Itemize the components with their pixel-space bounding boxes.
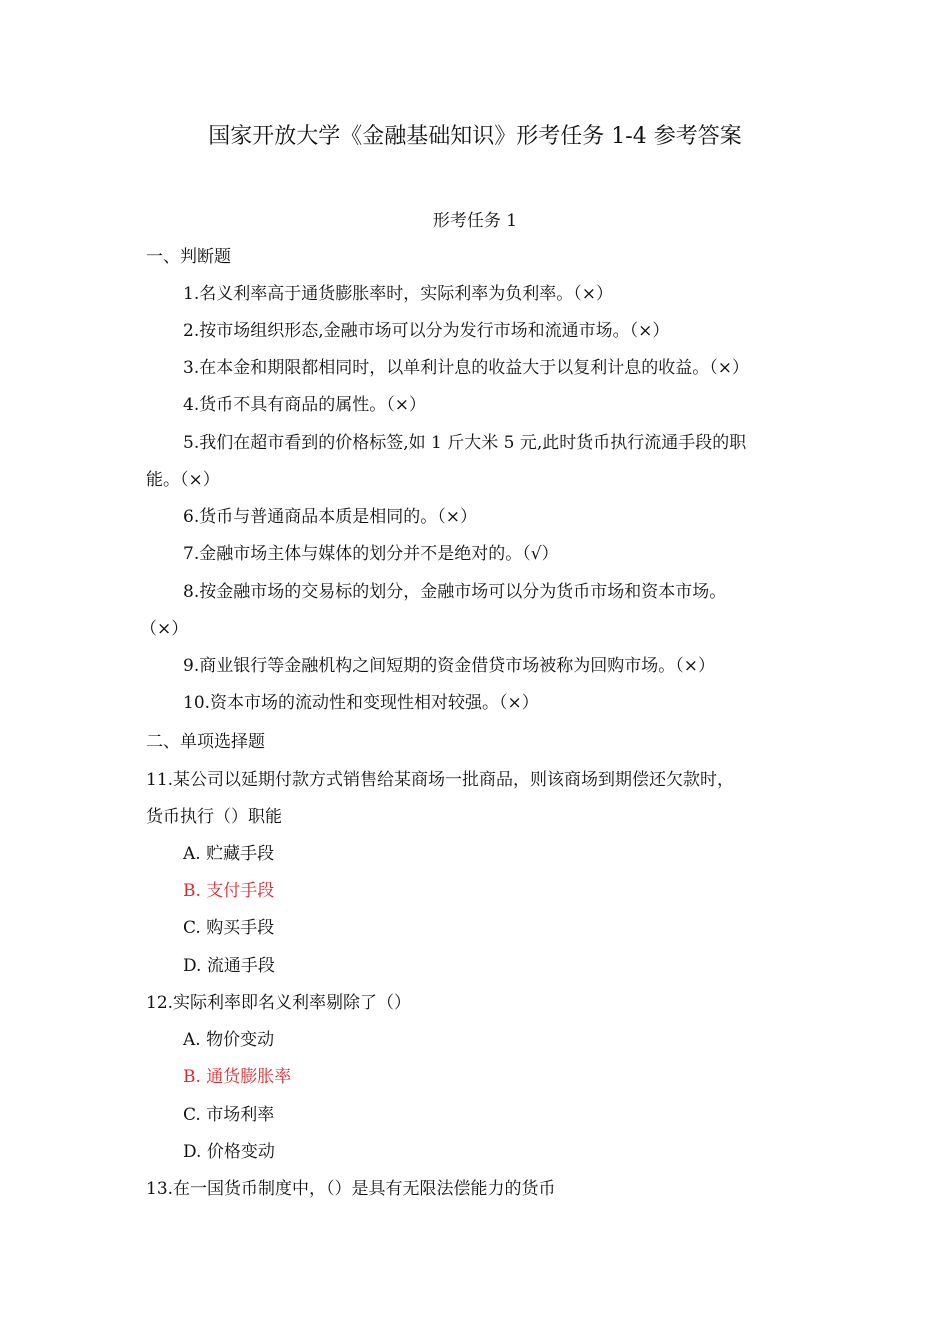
question-11-option-d: D. 流通手段: [183, 956, 275, 976]
question-12-stem: 12.实际利率即名义利率剔除了（）: [146, 993, 412, 1013]
judgement-item: 8.按金融市场的交易标的划分，金融市场可以分为货币市场和资本市场。: [183, 582, 727, 602]
question-12-option-d: D. 价格变动: [183, 1142, 275, 1162]
judgement-item: 9.商业银行等金融机构之间短期的资金借贷市场被称为回购市场。（×）: [183, 656, 715, 676]
question-11-stem-continuation: 货币执行（）职能: [146, 807, 282, 827]
question-11-option-c: C. 购买手段: [183, 918, 275, 938]
question-11-option-a: A. 贮藏手段: [183, 844, 275, 864]
question-12-option-a: A. 物价变动: [183, 1030, 275, 1050]
question-13-stem: 13.在一国货币制度中，（）是具有无限法偿能力的货币: [146, 1179, 556, 1199]
question-12-option-c: C. 市场利率: [183, 1105, 275, 1125]
judgement-item: 1.名义利率高于通货膨胀率时，实际利率为负利率。（×）: [183, 284, 613, 304]
judgement-item: 6.货币与普通商品本质是相同的。（×）: [183, 507, 477, 527]
judgement-item: 5.我们在超市看到的价格标签,如 1 斤大米 5 元,此时货币执行流通手段的职: [183, 433, 747, 453]
judgement-item: 3.在本金和期限都相同时，以单利计息的收益大于以复利计息的收益。（×）: [183, 358, 749, 378]
document-title: 国家开放大学《金融基础知识》形考任务 1-4 参考答案: [208, 124, 742, 149]
section-heading-single-choice: 二、单项选择题: [146, 732, 265, 752]
question-12-option-b-answer: B. 通货膨胀率: [183, 1067, 292, 1087]
judgement-item: 10.资本市场的流动性和变现性相对较强。（×）: [183, 693, 539, 713]
section-heading-judgement: 一、判断题: [146, 247, 231, 267]
question-11-stem: 11.某公司以延期付款方式销售给某商场一批商品，则该商场到期偿还欠款时，: [146, 770, 735, 790]
judgement-item: 7.金融市场主体与媒体的划分并不是绝对的。（√）: [183, 544, 559, 564]
judgement-item-continuation: 能。（×）: [146, 470, 220, 490]
question-11-option-b-answer: B. 支付手段: [183, 881, 275, 901]
judgement-item: 4.货币不具有商品的属性。（×）: [183, 395, 426, 415]
task-heading: 形考任务 1: [432, 211, 518, 231]
judgement-item-continuation: （×）: [140, 619, 189, 639]
judgement-item: 2.按市场组织形态,金融市场可以分为发行市场和流通市场。（×）: [183, 321, 670, 341]
